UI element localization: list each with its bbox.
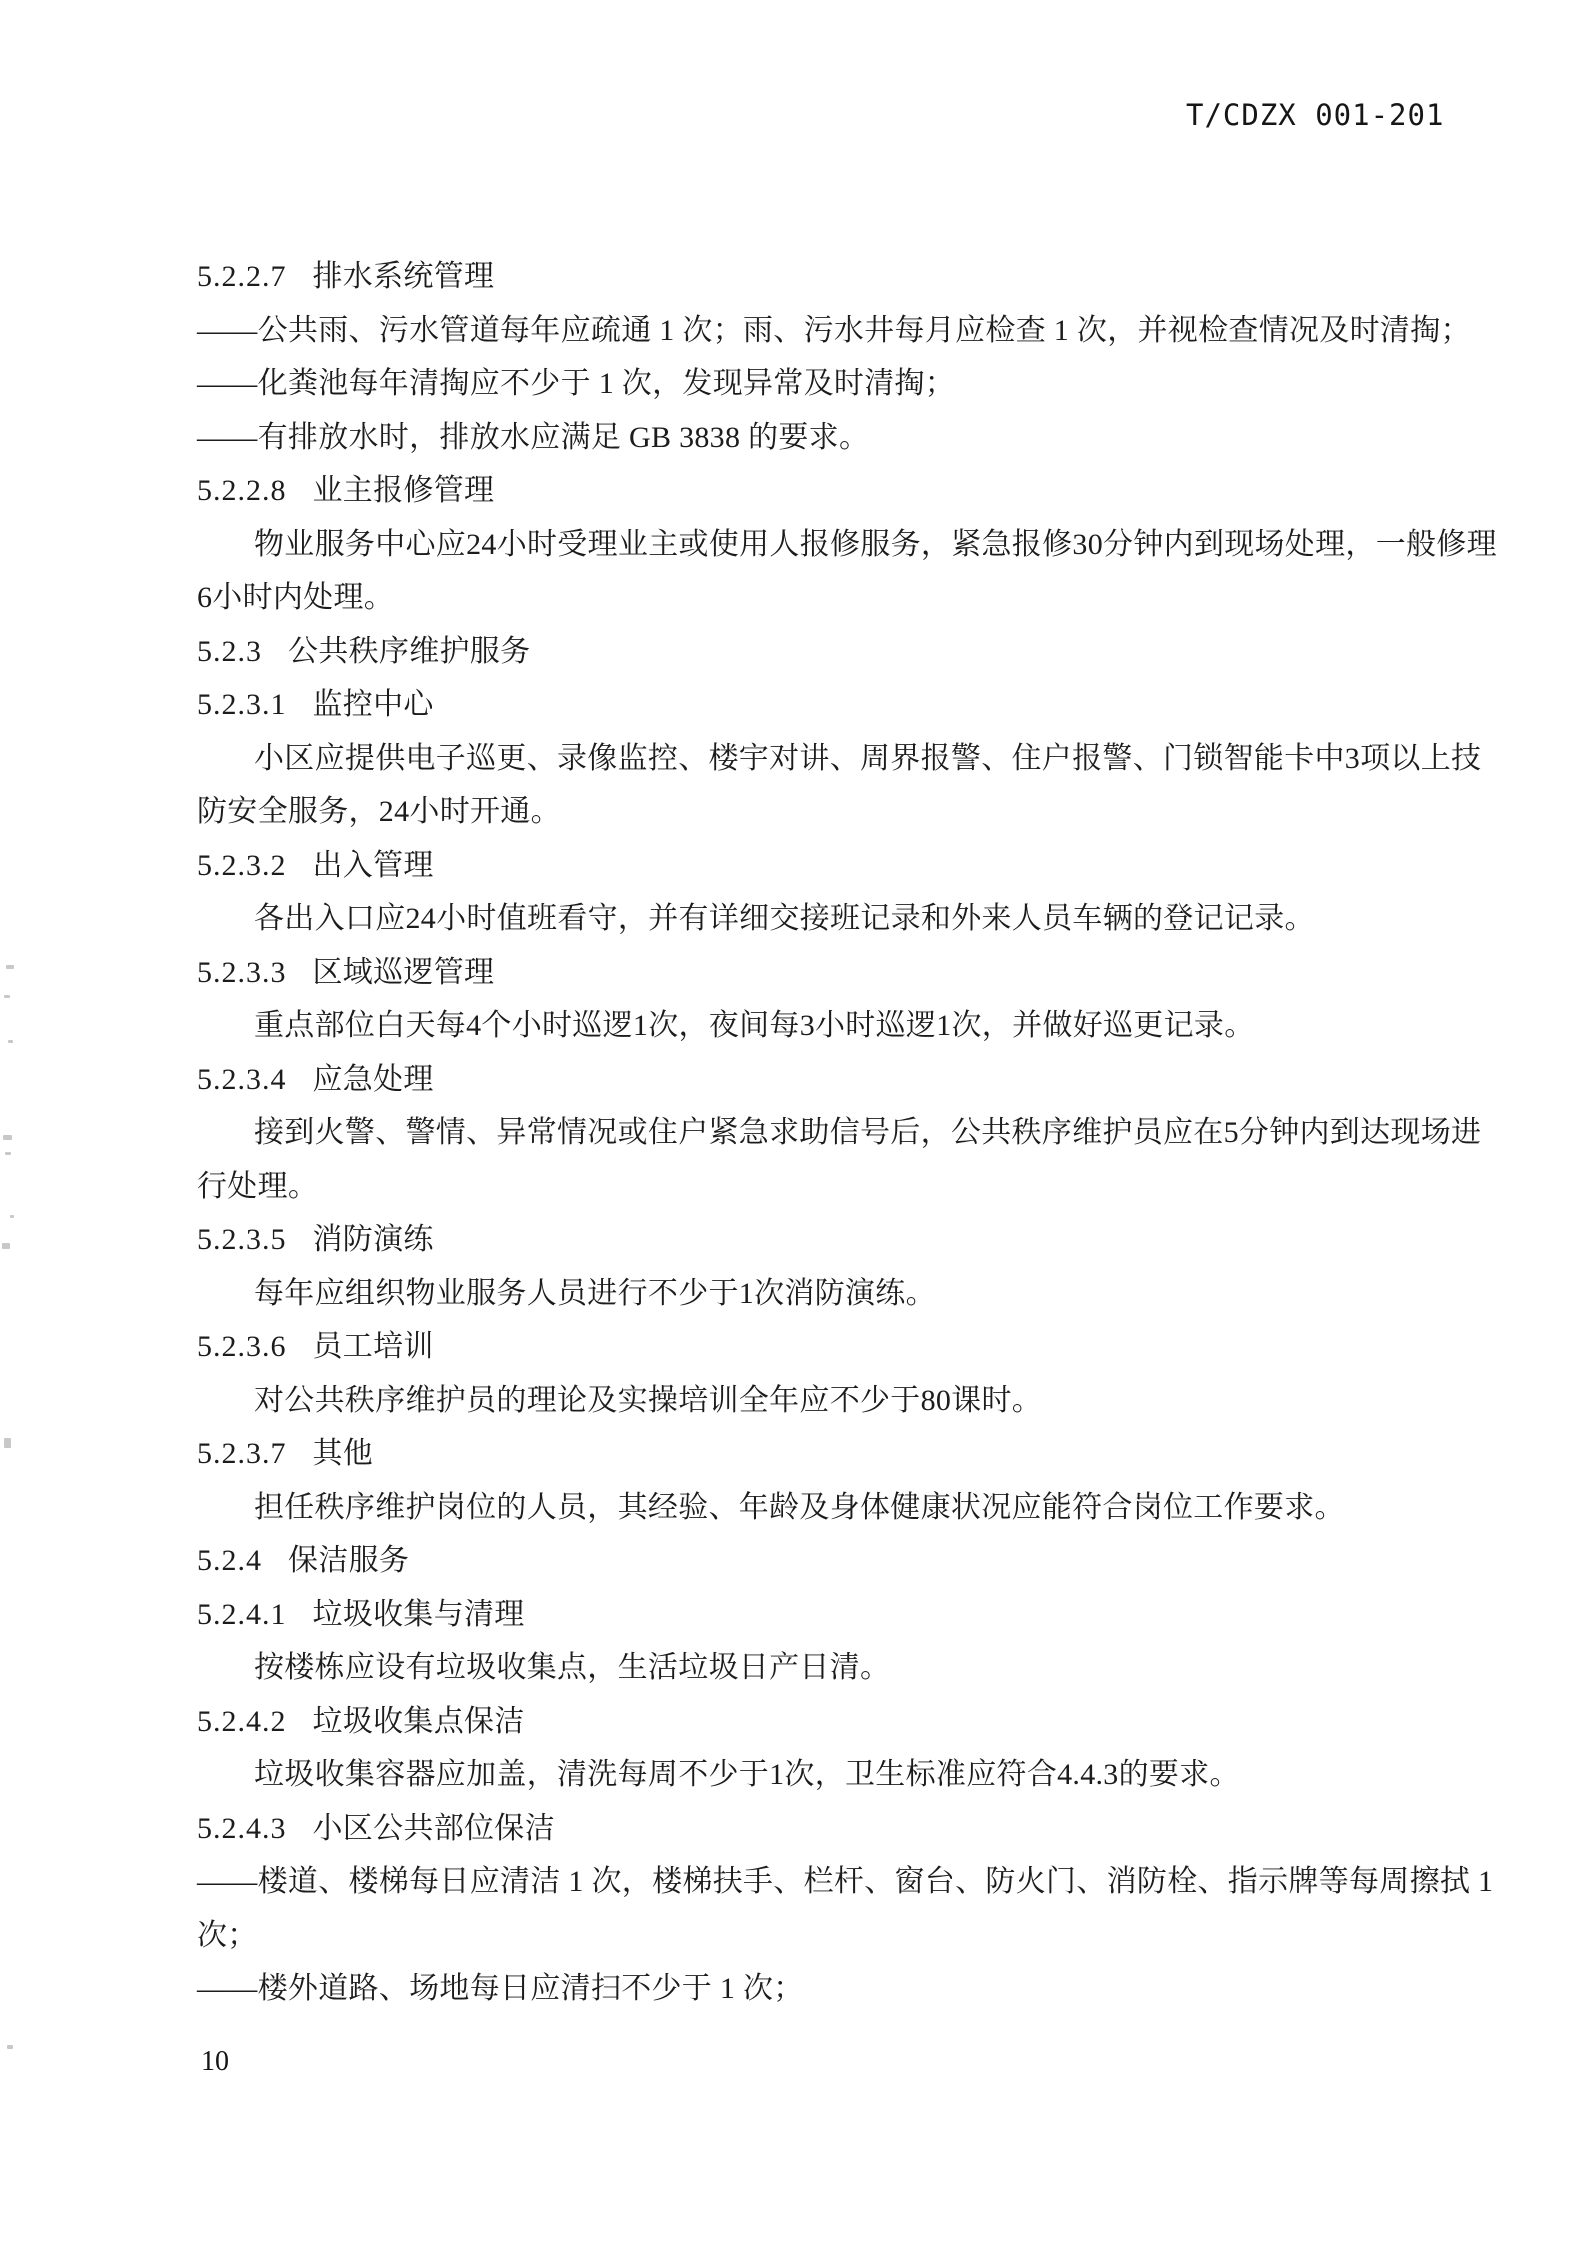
section-title: 垃圾收集与清理	[312, 1597, 525, 1631]
section-number: 5.2.3	[197, 634, 262, 668]
heading-5-2-3-6	[197, 1320, 1465, 1374]
paragraph-line: 担任秩序维护岗位的人员，其经验、年龄及身体健康状况应能符合岗位工作要求。	[254, 1490, 1345, 1524]
scan-artifact	[7, 2045, 13, 2049]
heading-5-2-4-1	[197, 1588, 1465, 1642]
section-title: 公共秩序维护服务	[288, 634, 531, 668]
scan-artifact	[4, 995, 10, 998]
section-number: 5.2.4	[197, 1544, 262, 1577]
scan-artifact	[6, 965, 14, 969]
heading-5-2-3-3	[197, 946, 1465, 1000]
standard-code-header: T/CDZX 001-201	[1186, 98, 1445, 132]
heading-5-2-3-5	[197, 1213, 1465, 1267]
scan-artifact	[5, 1152, 11, 1155]
heading-5-2-3	[197, 625, 1465, 679]
section-number: 5.2.3.4	[197, 1062, 287, 1096]
paragraph-line: 物业服务中心应24小时受理业主或使用人报修服务，紧急报修30分钟内到现场处理，一般修理	[254, 527, 1497, 561]
paragraph-line: 每年应组织物业服务人员进行不少于1次消防演练。	[254, 1276, 936, 1310]
section-title: 消防演练	[312, 1223, 434, 1256]
section-number: 5.2.4.1	[197, 1597, 287, 1631]
paragraph-line: 重点部位白天每4个小时巡逻1次，夜间每3小时巡逻1次，并做好巡更记录。	[254, 1009, 1255, 1042]
section-number: 5.2.3.7	[197, 1437, 287, 1470]
heading-5-2-4	[197, 1534, 1465, 1588]
document-body	[197, 250, 1497, 2016]
dash-list-item: ——有排放水时，排放水应满足 GB 3838 的要求。	[197, 420, 870, 454]
section-number: 5.2.3.5	[197, 1223, 287, 1256]
section-title: 出入管理	[312, 848, 434, 882]
paragraph-line: 对公共秩序维护员的理论及实操培训全年应不少于80课时。	[254, 1383, 1043, 1417]
section-title: 排水系统管理	[312, 260, 495, 293]
page-number: 10	[201, 2046, 229, 2077]
paragraph-line: 防安全服务，24小时开通。	[197, 795, 561, 828]
heading-5-2-2-8	[197, 464, 1465, 518]
section-title: 区域巡逻管理	[312, 955, 495, 989]
section-number: 5.2.3.2	[197, 848, 287, 882]
section-title: 保洁服务	[288, 1544, 410, 1577]
scan-artifact	[2, 1243, 10, 1249]
section-number: 5.2.3.1	[197, 688, 287, 721]
dash-list-item: ——楼外道路、场地每日应清扫不少于 1 次；	[197, 1972, 804, 2005]
section-number: 5.2.3.6	[197, 1330, 287, 1363]
section-title: 其他	[312, 1437, 374, 1470]
section-title: 监控中心	[312, 688, 434, 721]
paragraph-line: 垃圾收集容器应加盖，清洗每周不少于1次，卫生标准应符合4.4.3的要求。	[254, 1758, 1240, 1791]
heading-5-2-3-4	[197, 1053, 1465, 1107]
paragraph-line: 6小时内处理。	[197, 581, 395, 614]
paragraph-line: 次；	[197, 1918, 258, 1952]
section-number: 5.2.2.8	[197, 474, 287, 507]
paragraph-line: 按楼栋应设有垃圾收集点，生活垃圾日产日清。	[254, 1651, 891, 1684]
dash-list-item: ——化粪池每年清掏应不少于 1 次，发现异常及时清掏；	[197, 367, 956, 400]
scan-artifact	[10, 1215, 14, 1218]
section-title: 业主报修管理	[312, 474, 495, 507]
scan-artifact	[4, 1438, 11, 1448]
heading-5-2-2-7	[197, 250, 1465, 304]
paragraph-line: 各出入口应24小时值班看守，并有详细交接班记录和外来人员车辆的登记记录。	[254, 902, 1315, 935]
paragraph-line: 小区应提供电子巡更、录像监控、楼宇对讲、周界报警、住户报警、门锁智能卡中3项以上技	[254, 741, 1482, 775]
heading-5-2-3-7	[197, 1427, 1465, 1481]
section-number: 5.2.3.3	[197, 955, 287, 989]
section-title: 小区公共部位保洁	[312, 1811, 555, 1845]
section-number: 5.2.2.7	[197, 260, 287, 293]
heading-5-2-4-2	[197, 1695, 1465, 1749]
section-title: 应急处理	[312, 1062, 434, 1096]
paragraph-line: 接到火警、警情、异常情况或住户紧急求助信号后，公共秩序维护员应在5分钟内到达现场进	[254, 1116, 1482, 1149]
paragraph-line: 行处理。	[197, 1169, 319, 1203]
heading-5-2-3-2	[197, 839, 1465, 893]
dash-list-item: ——公共雨、污水管道每年应疏通 1 次；雨、污水井每月应检查 1 次，并视检查情况及时清掏；	[197, 313, 1471, 347]
section-number: 5.2.4.2	[197, 1704, 287, 1738]
section-number: 5.2.4.3	[197, 1811, 287, 1845]
heading-5-2-3-1	[197, 678, 1465, 732]
heading-5-2-4-3	[197, 1802, 1465, 1856]
scan-artifact	[3, 1135, 12, 1140]
dash-list-item: ——楼道、楼梯每日应清洁 1 次，楼梯扶手、栏杆、窗台、防火门、消防栓、指示牌等每周擦拭 1	[197, 1865, 1494, 1898]
scan-artifact	[8, 1040, 13, 1043]
section-title: 员工培训	[312, 1330, 434, 1363]
section-title: 垃圾收集点保洁	[312, 1704, 525, 1738]
